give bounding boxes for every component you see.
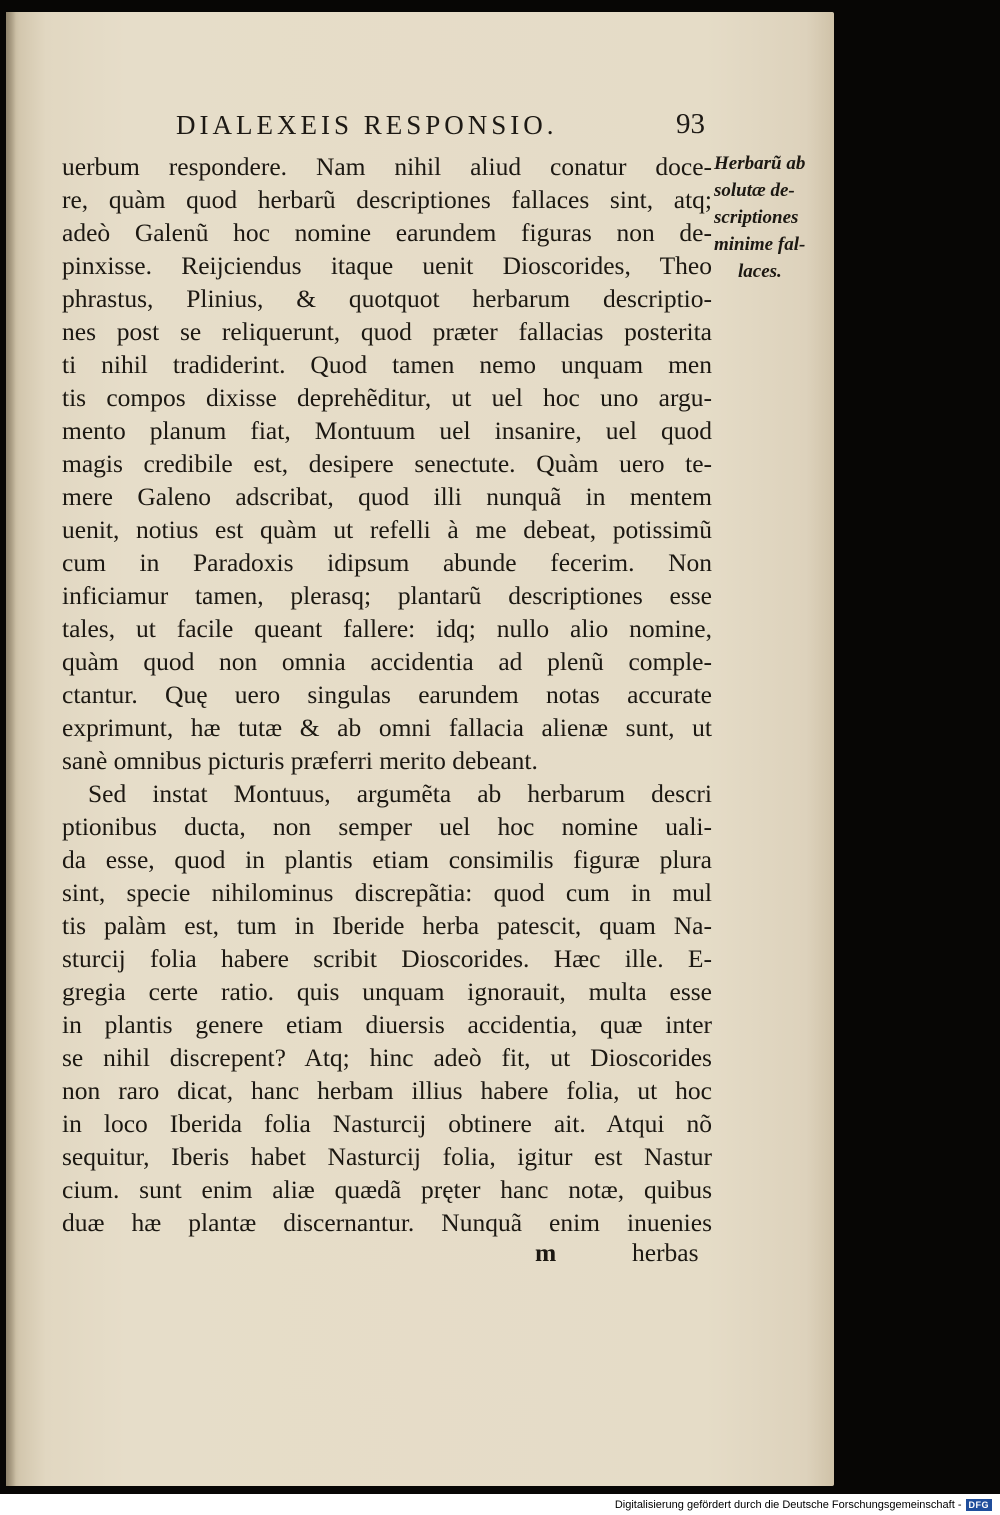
marginal-note-line: minime fal- (714, 234, 806, 255)
text-line: inficiamur tamen, plerasq; plantarũ descriptiones esse (62, 581, 712, 610)
marginal-note-line: laces. (738, 261, 782, 282)
marginal-note-line: Herbarũ ab (714, 153, 806, 174)
page-number: 93 (676, 108, 705, 140)
digitization-footer (615, 1497, 992, 1513)
footer-credit-text: Digitalisierung gefördert durch die Deutsche Forschungsgemeinschaft - (614, 1499, 962, 1511)
text-line: cum in Paradoxis idipsum abunde fecerim. Non (62, 548, 712, 577)
text-line: uenit, notius est quàm ut refelli à me debeat, potissimũ (62, 515, 712, 544)
catchline (535, 1238, 715, 1272)
text-line: tis compos dixisse deprehẽditur, ut uel hoc uno argu- (62, 383, 712, 412)
text-line: exprimunt, hæ tutæ & ab omni fallacia alienæ sunt, ut (62, 713, 712, 742)
text-line: da esse, quod in plantis etiam consimilis figuræ plura (62, 845, 712, 874)
text-line: sequitur, Iberis habet Nasturcij folia, igitur est Nastur (62, 1142, 712, 1171)
text-line: Sed instat Montuus, argumẽta ab herbarum descri (88, 779, 712, 808)
dfg-logo-icon: DFG (966, 1499, 993, 1511)
text-line: re, quàm quod herbarũ descriptiones fallaces sint, atq; (62, 185, 712, 214)
text-line: ti nihil tradiderint. Quod tamen nemo unquam men (62, 350, 712, 379)
main-text-block (62, 150, 712, 1239)
text-line: sanè omnibus picturis præferri merito debeant. (62, 746, 538, 775)
text-line: duæ hæ plantæ discernantur. Nunquã enim inuenies (62, 1208, 712, 1237)
marginal-note (714, 150, 826, 285)
running-title: DIALEXEIS RESPONSIO. (176, 110, 558, 140)
text-line: sint, specie nihilominus discrepãtia: quod cum in mul (62, 878, 712, 907)
text-line: cium. sunt enim aliæ quædã pręter hanc notæ, quibus (62, 1175, 712, 1204)
page-gutter-shadow (6, 12, 16, 1486)
marginal-note-line: scriptiones (714, 207, 799, 228)
text-line: mento planum fiat, Montuum uel insanire, uel quod (62, 416, 712, 445)
text-line: adeò Galenũ hoc nomine earundem figuras non de- (62, 218, 712, 247)
text-line: gregia certe ratio. quis unquam ignorauit, multa esse (62, 977, 712, 1006)
text-line: quàm quod non omnia accidentia ad plenũ comple- (62, 647, 712, 676)
text-line: magis credibile est, desipere senectute. Quàm uero te- (62, 449, 712, 478)
catchword: herbas (632, 1238, 699, 1267)
text-line: sturcij folia habere scribit Dioscorides. Hæc ille. E- (62, 944, 712, 973)
text-line: ctantur. Quę uero singulas earundem notas accurate (62, 680, 712, 709)
text-line: pinxisse. Reijciendus itaque uenit Dioscorides, Theo (62, 251, 712, 280)
text-line: se nihil discrepent? Atq; hinc adeò fit, ut Dioscorides (62, 1043, 712, 1072)
text-line: phrastus, Plinius, & quotquot herbarum descriptio- (62, 284, 712, 313)
text-line: ptionibus ducta, non semper uel hoc nomine uali- (62, 812, 712, 841)
page-header (176, 110, 716, 146)
marginal-note-line: solutæ de- (714, 180, 795, 201)
text-line: non raro dicat, hanc herbam illius habere folia, ut hoc (62, 1076, 712, 1105)
text-line: mere Galeno adscribat, quod illi nunquã in mentem (62, 482, 712, 511)
text-line: tis palàm est, tum in Iberide herba patescit, quam Na- (62, 911, 712, 940)
text-line: nes post se reliquerunt, quod præter fallacias posterita (62, 317, 712, 346)
text-line: tales, ut facile queant fallere: idq; nullo alio nomine, (62, 614, 712, 643)
signature-mark: m (535, 1238, 557, 1267)
text-line: in plantis genere etiam diuersis accidentia, quæ inter (62, 1010, 712, 1039)
text-line: in loco Iberida folia Nasturcij obtinere ait. Atqui nõ (62, 1109, 712, 1138)
text-line: uerbum respondere. Nam nihil aliud conatur doce- (62, 152, 712, 181)
